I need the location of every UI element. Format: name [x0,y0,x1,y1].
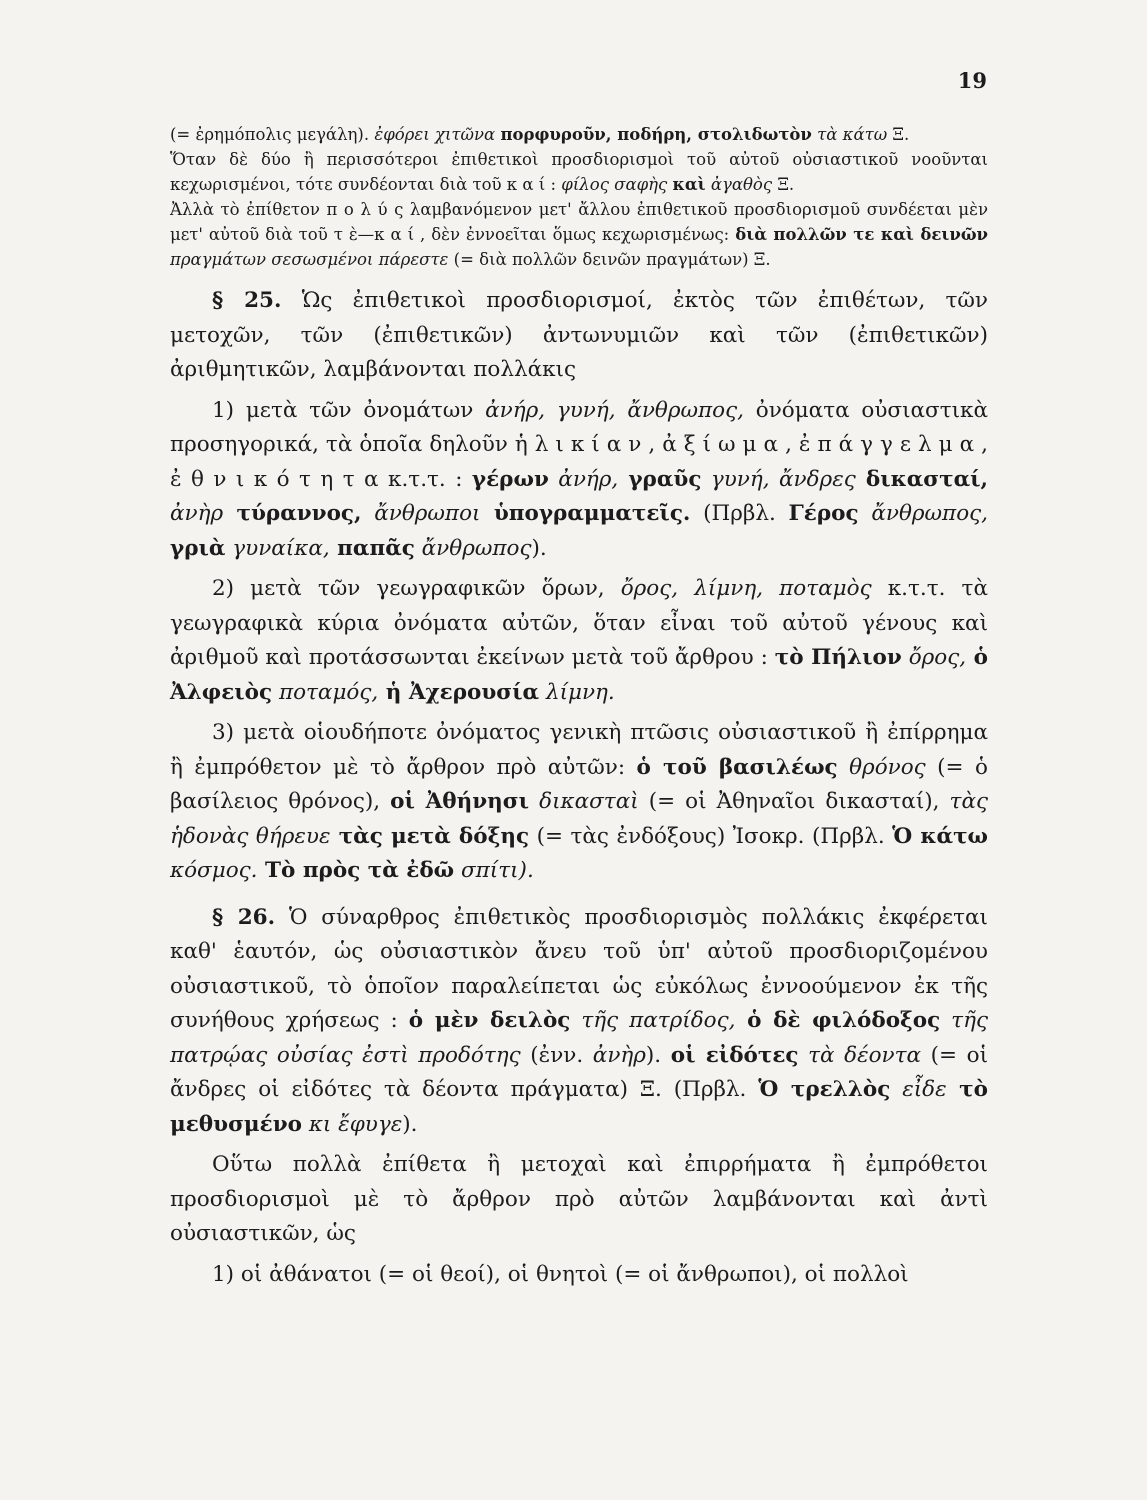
text-run: Οὕτω πολλὰ ἐπίθετα ἢ μετοχαὶ καὶ ἐπιρρήματα ἢ ἐμπρόθετοι προσδιορισμοὶ μὲ τὸ ἄρθρον πρὸ αὐτῶν λαμβάνονται καὶ ἀντὶ οὐσιαστικῶν, ὡς [170,1152,988,1246]
paragraph-otan [170,147,988,197]
text-run: Ἀλλὰ τὸ ἐπίθετον π ο λ ύ ς λαμβανόμενον μετ' ἄλλου ἐπιθετικοῦ προσδιορισμοῦ συνδέεται μὲν μετ' αὐτοῦ διὰ τοῦ τ ὲ—κ α ί , δὲν ἐννοεῖται ὅμως κεχωρισμένως: [170,200,988,244]
text-run: ἀνὴρ [170,501,224,526]
text-run: ὄρος, [901,645,967,670]
text-run: οἱ Ἀθήνησι [390,789,530,814]
text-run: γυναίκα, [225,535,330,561]
text-run: τὰς μετὰ δόξης [330,823,530,849]
text-run: ἄνθρωπος [414,535,532,561]
text-run: Γέρος [788,501,859,526]
paragraph-alla [170,197,988,272]
text-run: πορφυροῦν, ποδήρη, στολιδωτὸν [500,125,812,144]
text-run: ). [402,1111,418,1137]
text-run: ὑπογραμματεῖς. [480,501,691,526]
text-run: λίμνη. [539,679,615,705]
text-run: οἱ εἰδότες [670,1042,799,1068]
text-run: ). [645,1042,671,1068]
text-run: τῆς πατρίδος, [570,1008,736,1033]
page-number: 19 [957,68,987,93]
text-run: ἄνθρωποι [361,501,481,526]
text-run: ἀγαθὸς [705,175,773,194]
main-block [170,284,988,1292]
text-run: δικασταί, [855,466,989,492]
text-run: Τὸ πρὸς τὰ ἐδῶ [257,858,455,883]
text-run: ἐφόρει χιτῶνα [374,125,501,144]
text-run: (Πρβλ. [690,501,789,526]
paragraph-outo [170,1148,988,1252]
text-run: γέρων [471,466,549,492]
text-run: γυνή, ἄνδρες [701,466,856,492]
text-run: γριὰ [170,535,226,561]
text-run: Ὡς ἐπιθετικοὶ προσδιορισμοί, ἐκτὸς τῶν ἐπιθέτων, τῶν μετοχῶν, τῶν (ἐπιθετικῶν) ἀντωνυμιῶν καὶ τῶν (ἐπιθετικῶν) ἀριθμητικῶν, λαμβάνονται πολλάκις [170,288,988,382]
text-run: τύραννος, [223,501,362,526]
body-text [170,122,988,1292]
text-run: (= ἐρημόπολις μεγάλη). [170,125,375,144]
text-run: Ὁ σύναρθρος ἐπιθετικὸς προσδιορισμὸς πολλάκις ἐκφέρεται καθ' ἑαυτόν, ὡς οὐσιαστικὸν ἄνευ τοῦ ὑπ' αὐτοῦ προσδιοριζομένου οὐσιαστικοῦ, τὸ ὁποῖον παραλείπεται ὡς εὐκόλως ἐννοούμενον ἐκ τῆς συνήθους χρήσεως : [170,904,988,1033]
text-run: τὰς ἡδονὰς θήρευε [170,789,989,849]
text-run: (= τὰς ἐνδόξους) Ἰσοκρ. (Πρβλ. [529,823,893,849]
text-run: Ὁ κάτω [892,823,989,849]
intro-block [170,122,988,272]
section-25-item-3 [170,716,988,889]
text-run: κι ἔφυγε [301,1111,403,1137]
text-run: τὰ κάτω [811,125,888,144]
text-run: (= οἱ Ἀθηναῖοι δικασταί), [638,789,950,814]
text-run: ὁ Ἀλφειὸς [170,645,988,705]
text-run: τὰ δέοντα [798,1042,922,1068]
text-run: (ἐνν. [520,1042,593,1068]
text-run: 1) οἱ ἀθάνατοι (= οἱ θεοί), οἱ θνητοὶ (= οἱ ἄνθρωποι), οἱ πολλοὶ [212,1261,909,1287]
text-run: ὁ μὲν δειλὸς [408,1008,571,1033]
section-25-item-1 [170,394,988,567]
text-run: θρόνος [837,754,926,780]
text-run: τὸ Πήλιον [774,645,902,670]
text-run: ἄνθρωπος, [858,501,989,526]
section-25-item-2 [170,572,988,710]
text-run: § 26. [212,904,276,930]
text-run: ἀνήρ, [548,466,619,492]
text-run: (= ὁ βασίλειος θρόνος), [170,754,988,814]
text-run: 2) μετὰ τῶν γεωγραφικῶν ὅρων, [212,576,621,601]
text-run: εἶδε [890,1077,947,1102]
text-run: σπίτι). [454,858,534,883]
text-run: ὁ δὲ φιλόδοξος [735,1008,941,1033]
text-run: (= διὰ πολλῶν δεινῶν πραγμάτων) Ξ. [448,250,771,269]
text-run: κ.τ.τ. τὰ γεωγραφικὰ κύρια ὀνόματα αὐτῶν, ὅταν εἶναι τοῦ αὐτοῦ γένους καὶ ἀριθμοῦ καὶ προτάσσωνται ἐκείνων μετὰ τοῦ ἄρθρου : [170,576,988,670]
text-run: τῆς πατρῴας οὐσίας ἐστὶ προδότης [170,1008,988,1068]
text-run: ἀνὴρ [592,1042,646,1068]
text-run: παπᾶς [329,535,415,561]
section-26-item-1 [170,1258,988,1293]
text-run: Ξ. [772,175,795,194]
text-run: (= οἱ ἄνδρες οἱ εἰδότες τὰ δέοντα πράγματα) Ξ. (Πρβλ. [170,1042,989,1102]
text-run: ὀνόματα οὐσιαστικὰ προσηγορικά, τὰ ὁποῖα δηλοῦν ἡ λ ι κ ί α ν , ἀ ξ ί ω μ α , ἐ π ά γ γ ε λ μ α , ἐ θ ν ι κ ό τ η τ α κ.τ.τ. : [170,397,988,492]
text-run: Ὅταν δὲ δύο ἢ περισσότεροι ἐπιθετικοὶ προσδιορισμοὶ τοῦ αὐτοῦ οὐσιαστικοῦ νοοῦνται κεχωρισμένοι, τότε συνδέονται διὰ τοῦ κ α ί : [170,150,988,194]
text-run: § 25. [212,288,282,313]
text-run: πραγμάτων σεσωσμένοι πάρεστε [170,250,449,269]
text-run: δικασταὶ [529,789,639,814]
text-run: κόσμος. [170,858,258,883]
text-run: Ὁ τρελλὸς [758,1077,891,1102]
section-25 [170,284,988,388]
text-run: φίλος σαφὴς [561,175,673,194]
text-run: 1) μετὰ τῶν ὀνομάτων [212,397,486,423]
text-run: Ξ. [887,125,910,144]
text-run: ἡ Ἀχερουσία [378,679,540,705]
text-run: γραῦς [618,466,702,492]
text-run: ποταμός, [272,679,379,705]
text-run: τὸ μεθυσμένο [170,1077,988,1137]
text-run: διὰ πολλῶν τε καὶ δεινῶν [735,225,988,244]
section-26 [170,901,988,1143]
text-run: ). [531,535,547,561]
text-run: 3) μετὰ οἱουδήποτε ὀνόματος γενικὴ πτῶσις οὐσιαστικοῦ ἢ ἐπίρρημα ἢ ἐμπρόθετον μὲ τὸ ἄρθρον πρὸ αὐτῶν: [170,720,988,780]
paragraph-intro [170,122,988,147]
text-run: ὁ τοῦ βασιλέως [636,754,838,780]
text-run: ἀνήρ, γυνή, ἄνθρωπος, [485,397,744,423]
text-run: ὄρος, λίμνη, ποταμὸς [620,576,872,601]
text-run: καὶ [672,175,706,194]
